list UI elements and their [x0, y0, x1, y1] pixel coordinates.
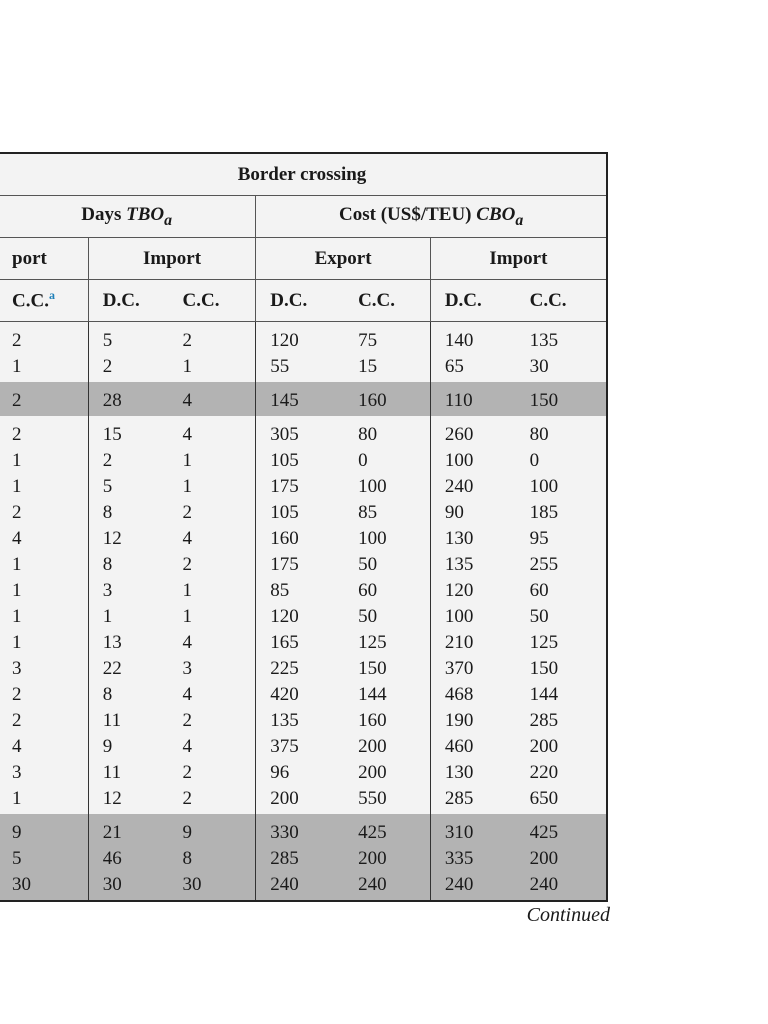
table-cell [430, 382, 515, 416]
table-cell [256, 814, 344, 900]
header-import-cost: Import [430, 238, 606, 280]
cell-value: 160 [358, 390, 387, 411]
table-cell [430, 416, 515, 814]
cell-value: 2 [182, 710, 193, 731]
cell-value: 1 [102, 606, 113, 627]
table-cell [516, 814, 606, 900]
header-import-days: Import [88, 238, 256, 280]
cell-value: 4 [182, 528, 193, 549]
cell-value: 85 [270, 580, 290, 601]
table-cell [88, 322, 168, 383]
cell-value: 375 [270, 736, 299, 757]
header-cost: Cost (US$/TEU) $CBO_a$ [256, 196, 606, 238]
cell-value: 28 [102, 390, 122, 411]
cell-value: 1 [12, 476, 22, 497]
cell-value: 0 [529, 450, 540, 471]
cell-value: 460 [444, 736, 474, 757]
cell-value: 1 [12, 788, 22, 809]
cell-value: 5 [102, 476, 113, 497]
cell-value: 190 [444, 710, 474, 731]
cell-value: 80 [358, 424, 378, 445]
cell-value: 11 [102, 762, 122, 783]
cell-value: 370 [444, 658, 474, 679]
table-cell [88, 382, 168, 416]
cell-value: 9 [12, 822, 22, 843]
cell-value: 240 [444, 874, 474, 895]
cell-value: 96 [270, 762, 290, 783]
cell-value: 1 [182, 476, 193, 497]
cell-value: 21 [102, 822, 122, 843]
cell-value: 2 [102, 356, 113, 377]
table-cell [344, 416, 430, 814]
cell-value: 550 [358, 788, 387, 809]
cell-value: 150 [529, 658, 559, 679]
cell-value: 8 [182, 848, 193, 869]
cell-value: 2 [12, 684, 22, 705]
cell-value: 4 [182, 390, 193, 411]
cell-value: 125 [358, 632, 387, 653]
cell-value: 160 [270, 528, 299, 549]
cell-value: 200 [529, 736, 559, 757]
cell-value: 468 [444, 684, 474, 705]
col-header-cc-import-cost: C.C. [516, 280, 606, 322]
cell-value: 335 [444, 848, 474, 869]
cell-value: 140 [444, 330, 474, 351]
table-cell [0, 382, 88, 416]
cell-value: 260 [444, 424, 474, 445]
table-row-group [0, 322, 606, 383]
table-row-group [0, 382, 606, 416]
cell-value: 2 [12, 390, 22, 411]
col-header-cc-export-days: C.C.$^a$ [0, 280, 88, 322]
cell-value: 135 [444, 554, 474, 575]
cell-value: 165 [270, 632, 299, 653]
cell-value: 12 [102, 788, 122, 809]
cell-value: 420 [270, 684, 299, 705]
cell-value: 4 [12, 528, 22, 549]
cell-value: 1 [12, 580, 22, 601]
table-cell [256, 416, 344, 814]
row-group-3 [0, 416, 606, 814]
cell-value: 8 [102, 554, 113, 575]
cell-value: 330 [270, 822, 299, 843]
border-crossing-table [0, 152, 608, 902]
table-cell [169, 814, 256, 900]
cell-value: 3 [102, 580, 113, 601]
cell-value: 4 [182, 424, 193, 445]
cell-value: 210 [444, 632, 474, 653]
cell-value: 120 [270, 330, 299, 351]
cell-value: 1 [12, 606, 22, 627]
cell-value: 85 [358, 502, 378, 523]
cell-value: 1 [12, 554, 22, 575]
cell-value: 240 [270, 874, 299, 895]
cell-value: 90 [444, 502, 464, 523]
cell-value: 240 [444, 476, 474, 497]
cell-value: 4 [182, 736, 193, 757]
table-cell [88, 814, 168, 900]
cell-value: 425 [529, 822, 559, 843]
table-cell [516, 382, 606, 416]
table-cell [169, 322, 256, 383]
cell-value: 1 [12, 450, 22, 471]
cell-value: 285 [529, 710, 559, 731]
cell-value: 15 [358, 356, 378, 377]
cell-value: 310 [444, 822, 474, 843]
table-cell [516, 416, 606, 814]
cell-value: 30 [182, 874, 202, 895]
cell-value: 200 [358, 762, 387, 783]
cell-value: 240 [529, 874, 559, 895]
row-group-2 [0, 382, 606, 416]
cell-value: 150 [529, 390, 559, 411]
continued-note: Continued [526, 904, 610, 926]
cell-value: 110 [444, 390, 473, 411]
cell-value: 135 [529, 330, 559, 351]
table-cell [430, 322, 515, 383]
cell-value: 60 [358, 580, 378, 601]
row-group-4 [0, 814, 606, 900]
cell-value: 175 [270, 554, 299, 575]
table-cell [0, 322, 88, 383]
cell-value: 175 [270, 476, 299, 497]
cell-value: 150 [358, 658, 387, 679]
cell-value: 1 [182, 606, 193, 627]
cell-value: 8 [102, 502, 113, 523]
row-group-1 [0, 322, 606, 383]
cell-value: 2 [102, 450, 113, 471]
cell-value: 220 [529, 762, 559, 783]
cell-value: 3 [12, 762, 22, 783]
cell-value: 105 [270, 450, 299, 471]
cell-value: 3 [12, 658, 22, 679]
cell-value: 80 [529, 424, 549, 445]
cell-value: 285 [270, 848, 299, 869]
cell-value: 1 [182, 356, 193, 377]
cell-value: 105 [270, 502, 299, 523]
table-row-group [0, 814, 606, 900]
cell-value: 125 [529, 632, 559, 653]
cell-value: 144 [358, 684, 387, 705]
cell-value: 130 [444, 528, 474, 549]
cell-value: 50 [529, 606, 549, 627]
table-cell [169, 382, 256, 416]
cell-value: 285 [444, 788, 474, 809]
cell-value: 5 [102, 330, 113, 351]
cell-value: 2 [182, 502, 193, 523]
cell-value: 425 [358, 822, 387, 843]
cell-value: 4 [12, 736, 22, 757]
cell-value: 4 [182, 632, 193, 653]
cell-value: 120 [270, 606, 299, 627]
cell-value: 11 [102, 710, 122, 731]
cell-value: 30 [529, 356, 549, 377]
col-header-dc-import-days: D.C. [88, 280, 168, 322]
cell-value: 100 [358, 528, 387, 549]
cell-value: 2 [182, 330, 193, 351]
col-header-dc-export-cost: D.C. [256, 280, 344, 322]
cell-value: 650 [529, 788, 559, 809]
cell-value: 95 [529, 528, 549, 549]
table-cell [344, 814, 430, 900]
header-days: Days $TBO_a$ [0, 196, 256, 238]
cell-value: 2 [182, 762, 193, 783]
cell-value: 135 [270, 710, 299, 731]
cell-value: 200 [358, 848, 387, 869]
table-cell [516, 322, 606, 383]
cell-value: 46 [102, 848, 122, 869]
table-cell [0, 416, 88, 814]
cell-value: 50 [358, 554, 378, 575]
cell-value: 100 [444, 606, 474, 627]
table-cell [0, 814, 88, 900]
cell-value: 60 [529, 580, 549, 601]
col-header-cc-export-cost: C.C. [344, 280, 430, 322]
table-cell [344, 322, 430, 383]
cell-value: 100 [444, 450, 474, 471]
cell-value: 2 [12, 710, 22, 731]
cell-value: 305 [270, 424, 299, 445]
table-cell [344, 382, 430, 416]
cell-value: 2 [182, 788, 193, 809]
cell-value: 240 [358, 874, 387, 895]
cell-value: 185 [529, 502, 559, 523]
col-header-dc-import-cost: D.C. [430, 280, 515, 322]
header-export-cost: Export [256, 238, 431, 280]
cell-value: 255 [529, 554, 559, 575]
cell-value: 1 [182, 450, 193, 471]
group-header-border-crossing: Border crossing [0, 154, 606, 196]
cell-value: 160 [358, 710, 387, 731]
table-cell [256, 382, 344, 416]
cell-value: 200 [529, 848, 559, 869]
cell-value: 200 [358, 736, 387, 757]
cell-value: 3 [182, 658, 193, 679]
cell-value: 8 [102, 684, 113, 705]
cell-value: 15 [102, 424, 122, 445]
cell-value: 100 [358, 476, 387, 497]
table-row-group [0, 416, 606, 814]
cell-value: 9 [182, 822, 193, 843]
table-cell [88, 416, 168, 814]
cell-value: 2 [12, 330, 22, 351]
cell-value: 100 [529, 476, 559, 497]
cell-value: 75 [358, 330, 378, 351]
cell-value: 120 [444, 580, 474, 601]
cell-value: 50 [358, 606, 378, 627]
cell-value: 1 [12, 632, 22, 653]
cell-value: 9 [102, 736, 113, 757]
table-cell [169, 416, 256, 814]
cell-value: 145 [270, 390, 299, 411]
cell-value: 2 [12, 424, 22, 445]
cell-value: 1 [182, 580, 193, 601]
cell-value: 13 [102, 632, 122, 653]
cell-value: 144 [529, 684, 559, 705]
cell-value: 22 [102, 658, 122, 679]
cell-value: 5 [12, 848, 22, 869]
cell-value: 30 [102, 874, 122, 895]
cell-value: 30 [12, 874, 31, 895]
cell-value: 2 [12, 502, 22, 523]
cell-value: 65 [444, 356, 464, 377]
cell-value: 4 [182, 684, 193, 705]
table-cell [430, 814, 515, 900]
cell-value: 225 [270, 658, 299, 679]
header-export-days-partial: port [0, 238, 88, 280]
cell-value: 1 [12, 356, 22, 377]
cell-value: 2 [182, 554, 193, 575]
cell-value: 55 [270, 356, 290, 377]
cell-value: 130 [444, 762, 474, 783]
cell-value: 12 [102, 528, 122, 549]
cell-value: 0 [358, 450, 368, 471]
table-cell [256, 322, 344, 383]
col-header-cc-import-days: C.C. [169, 280, 256, 322]
cell-value: 200 [270, 788, 299, 809]
